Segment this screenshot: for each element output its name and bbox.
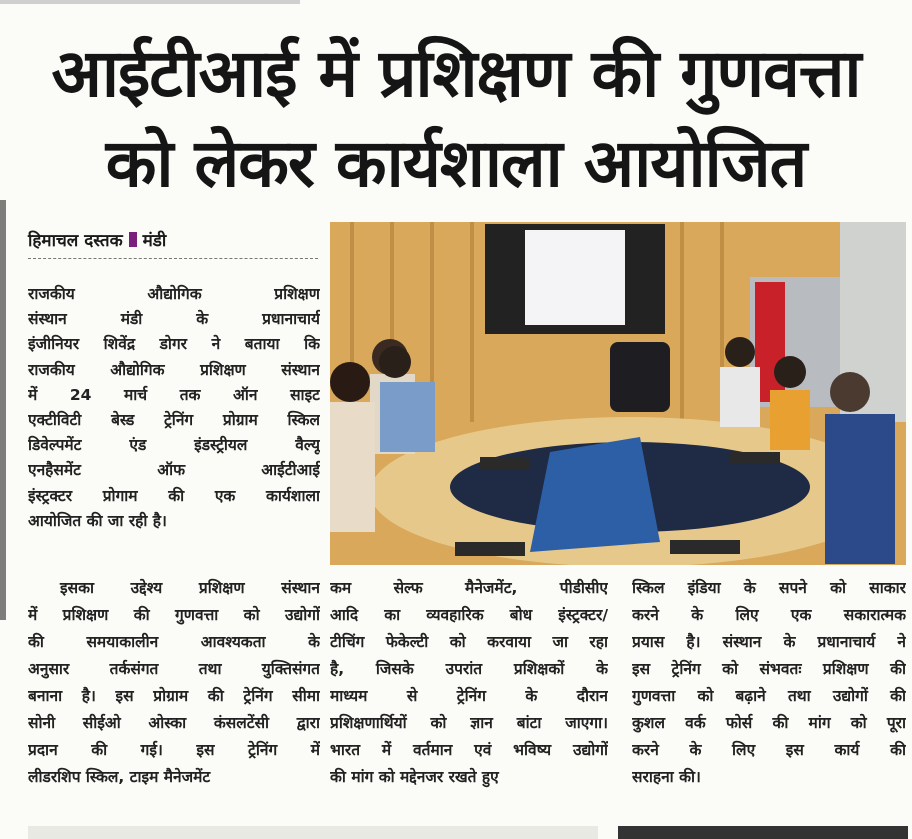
- page-edge: [0, 0, 300, 4]
- headline-line-2: को लेकर कार्यशाला आयोजित: [105, 125, 807, 202]
- text-line: करने के लिए एक सकारात्मक: [632, 606, 906, 624]
- body-column-2: [330, 575, 608, 791]
- next-article-edge-dark: [618, 826, 908, 839]
- text-line: सोनी सीईओ ओस्का कंसलटेंसी द्वारा: [28, 714, 320, 732]
- text-line: सराहना की।: [632, 768, 701, 786]
- text-line: में 24 मार्च तक ऑन साइट: [28, 385, 320, 404]
- body-column-3: [632, 575, 906, 791]
- headline-line-1: आईटीआई में प्रशिक्षण की गुणवत्ता: [51, 35, 861, 112]
- text-line: प्रयास है। संस्थान के प्रधानाचार्य ने: [632, 633, 906, 651]
- text-line: डिवेल्पमेंट एंड इंडस्ट्रीयल वैल्यू: [28, 436, 320, 455]
- text-line: आयोजित की जा रही है।: [28, 511, 167, 530]
- text-line: टीचिंग फेकेल्टी को करवाया जा रहा: [330, 633, 608, 651]
- text-line: भारत में वर्तमान एवं भविष्य उद्योगों: [330, 741, 608, 759]
- text-line: प्रदान की गई। इस ट्रेनिंग में: [28, 741, 320, 759]
- text-line: स्किल इंडिया के सपने को साकार: [632, 579, 906, 597]
- column-rule: [0, 200, 6, 620]
- news-photo-workshop: [330, 222, 906, 565]
- intro-column: [28, 282, 320, 534]
- text-line: संस्थान मंडी के प्रधानाचार्य: [28, 310, 320, 329]
- text-line: एनहैसमेंट ऑफ आईटीआई: [28, 461, 320, 480]
- byline-place: मंडी: [142, 231, 167, 251]
- text-line: इस ट्रेनिंग को संभवतः प्रशिक्षण की: [632, 660, 906, 678]
- next-article-edge: [28, 826, 598, 839]
- text-line: प्रशिक्षणार्थियों को ज्ञान बांटा जाएगा।: [330, 714, 608, 732]
- text-line: है, जिसके उपरांत प्रशिक्षकों के: [330, 660, 608, 678]
- text-line: बनाना है। इस प्रोग्राम की ट्रेनिंग सीमा: [28, 687, 320, 705]
- byline-paper: हिमाचल दस्तक: [28, 231, 123, 251]
- text-line: कम सेल्फ मैनेजमेंट, पीडीसीए: [330, 579, 608, 597]
- text-line: की समयाकालीन आवश्यकता के: [28, 633, 320, 651]
- text-line: इंजीनियर शिवेंद्र डोगर ने बताया कि: [28, 335, 320, 354]
- text-line: राजकीय औद्योगिक प्रशिक्षण: [28, 285, 320, 303]
- text-line: में प्रशिक्षण की गुणवत्ता को उद्योगों: [28, 606, 320, 624]
- text-line: की मांग को मद्देनजर रखते हुए: [330, 768, 499, 786]
- text-line: आदि का व्यवहारिक बोध इंस्ट्रक्टर/: [330, 606, 608, 624]
- text-line: राजकीय औद्योगिक प्रशिक्षण संस्थान: [28, 360, 320, 379]
- text-line: लीडरशिप स्किल, टाइम मैनेजमेंट: [28, 768, 211, 786]
- text-line: गुणवत्ता को बढ़ाने तथा उद्योगों की: [632, 687, 906, 705]
- text-line: करने के लिए इस कार्य की: [632, 741, 906, 759]
- text-line: अनुसार तर्कसंगत तथा युक्तिसंगत: [28, 660, 320, 678]
- byline-marker-icon: [129, 232, 137, 247]
- body-column-1: [28, 575, 320, 791]
- text-line: कुशल वर्क फोर्स की मांग को पूरा: [632, 714, 906, 732]
- text-line: एक्टीविटी बेस्ड ट्रेनिंग प्रोग्राम स्किल: [28, 410, 320, 429]
- text-line: इसका उद्देश्य प्रशिक्षण संस्थान: [60, 579, 320, 597]
- byline: [28, 228, 166, 251]
- text-line: इंस्ट्रक्टर प्रोगाम की एक कार्यशाला: [28, 486, 320, 505]
- text-line: माध्यम से ट्रेनिंग के दौरान: [330, 687, 608, 705]
- byline-divider: [28, 258, 318, 259]
